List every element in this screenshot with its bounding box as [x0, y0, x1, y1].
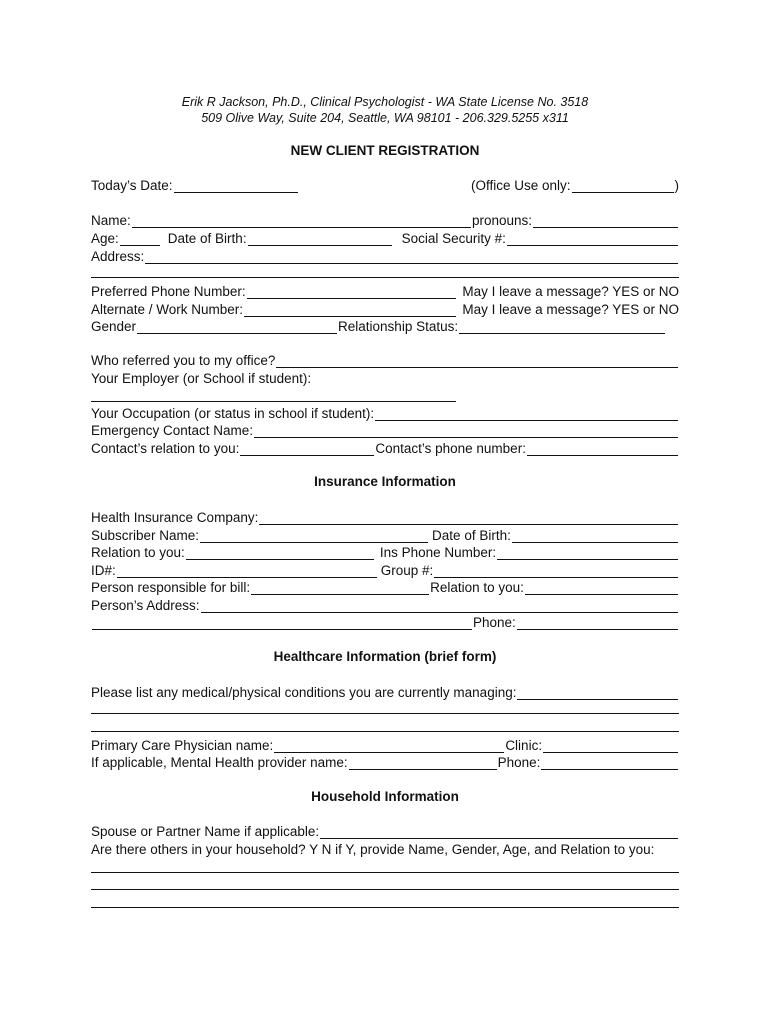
- subscriber-name-label: Subscriber Name:: [91, 528, 200, 543]
- alternate-phone-field[interactable]: [244, 304, 456, 317]
- emergency-contact-field[interactable]: [254, 425, 678, 438]
- conditions-label: Please list any medical/physical conditions you are currently managing:: [91, 685, 517, 700]
- spouse-label: Spouse or Partner Name if applicable:: [91, 824, 320, 839]
- address-line-2[interactable]: [91, 277, 679, 278]
- insurance-company-label: Health Insurance Company:: [91, 510, 259, 525]
- address-field[interactable]: [145, 251, 678, 264]
- office-use-label: (Office Use only:: [470, 178, 571, 193]
- household-line-2[interactable]: [91, 889, 679, 890]
- clinic-label: Clinic:: [505, 738, 543, 753]
- insurance-company-field[interactable]: [259, 512, 678, 525]
- pronouns-label: pronouns:: [471, 213, 532, 228]
- contact-relation-label: Contact’s relation to you:: [91, 441, 240, 456]
- relationship-field[interactable]: [459, 321, 665, 334]
- id-field[interactable]: [117, 565, 377, 578]
- conditions-field[interactable]: [517, 687, 678, 700]
- ins-phone-field[interactable]: [497, 547, 678, 560]
- dob-field[interactable]: [248, 233, 392, 246]
- pronouns-field[interactable]: [533, 215, 678, 228]
- responsible-relation-field[interactable]: [525, 582, 678, 595]
- ssn-label: Social Security #:: [401, 231, 506, 246]
- dob-label: Date of Birth:: [167, 231, 247, 246]
- message-question-1: May I leave a message? YES or NO: [462, 284, 679, 299]
- household-line-3[interactable]: [91, 907, 679, 908]
- persons-address-field-2[interactable]: [92, 617, 472, 630]
- group-field[interactable]: [434, 565, 678, 578]
- relationship-label: Relationship Status:: [338, 319, 459, 334]
- subscriber-dob-label: Date of Birth:: [432, 528, 511, 543]
- persons-address-field[interactable]: [201, 600, 678, 613]
- mh-phone-field[interactable]: [541, 757, 678, 770]
- others-question: Are there others in your household? Y N if Y, provide Name, Gender, Age, and Relation to you:: [91, 842, 655, 857]
- alternate-phone-label: Alternate / Work Number:: [91, 302, 244, 317]
- insurance-heading: Insurance Information: [314, 474, 456, 489]
- mh-provider-field[interactable]: [349, 757, 497, 770]
- clinic-field[interactable]: [543, 740, 678, 753]
- preferred-phone-field[interactable]: [247, 286, 457, 299]
- emergency-contact-label: Emergency Contact Name:: [91, 423, 254, 438]
- persons-address-label: Person’s Address:: [91, 598, 200, 613]
- preferred-phone-label: Preferred Phone Number:: [91, 284, 246, 299]
- pcp-field[interactable]: [274, 740, 504, 753]
- persons-phone-label: Phone:: [473, 615, 516, 630]
- address-label: Address:: [91, 249, 145, 264]
- occupation-label: Your Occupation (or status in school if student):: [91, 406, 375, 421]
- subscriber-dob-field[interactable]: [512, 530, 678, 543]
- referred-label: Who referred you to my office?: [91, 353, 276, 368]
- office-use-close: ): [674, 178, 679, 193]
- referred-field[interactable]: [276, 355, 678, 368]
- practice-address: 509 Olive Way, Suite 204, Seattle, WA 98101 - 206.329.5255 x311: [201, 111, 569, 125]
- contact-relation-field[interactable]: [240, 443, 374, 456]
- conditions-line-2[interactable]: [91, 713, 679, 714]
- pcp-label: Primary Care Physician name:: [91, 738, 274, 753]
- name-field[interactable]: [132, 215, 471, 228]
- household-line-1[interactable]: [91, 872, 679, 873]
- practitioner-header: Erik R Jackson, Ph.D., Clinical Psychologist - WA State License No. 3518: [181, 95, 589, 109]
- household-heading: Household Information: [311, 789, 459, 804]
- gender-label: Gender: [91, 319, 137, 334]
- ins-phone-label: Ins Phone Number:: [379, 545, 497, 560]
- todays-date-field[interactable]: [174, 180, 298, 193]
- gender-field[interactable]: [137, 321, 337, 334]
- conditions-line-3[interactable]: [91, 731, 679, 732]
- responsible-relation-label: Relation to you:: [430, 580, 524, 595]
- todays-date-label: Today’s Date:: [91, 178, 173, 193]
- office-use-field[interactable]: [572, 180, 674, 193]
- responsible-field[interactable]: [251, 582, 429, 595]
- relation-field[interactable]: [186, 547, 374, 560]
- mh-provider-label: If applicable, Mental Health provider name:: [91, 755, 348, 770]
- age-field[interactable]: [120, 233, 160, 246]
- message-question-2: May I leave a message? YES or NO: [462, 302, 679, 317]
- name-label: Name:: [91, 213, 131, 228]
- relation-label: Relation to you:: [91, 545, 185, 560]
- healthcare-heading: Healthcare Information (brief form): [273, 649, 497, 664]
- mh-phone-label: Phone:: [497, 755, 541, 770]
- group-label: Group #:: [380, 563, 434, 578]
- employer-field[interactable]: [91, 401, 456, 402]
- form-title: NEW CLIENT REGISTRATION: [290, 143, 480, 158]
- employer-label: Your Employer (or School if student):: [91, 371, 312, 386]
- subscriber-name-field[interactable]: [200, 530, 428, 543]
- responsible-label: Person responsible for bill:: [91, 580, 251, 595]
- ssn-field[interactable]: [507, 233, 678, 246]
- persons-phone-field[interactable]: [517, 617, 678, 630]
- age-label: Age:: [91, 231, 119, 246]
- id-label: ID#:: [91, 563, 116, 578]
- contact-phone-label: Contact’s phone number:: [375, 441, 526, 456]
- contact-phone-field[interactable]: [527, 443, 678, 456]
- occupation-field[interactable]: [375, 408, 678, 421]
- spouse-field[interactable]: [320, 826, 678, 839]
